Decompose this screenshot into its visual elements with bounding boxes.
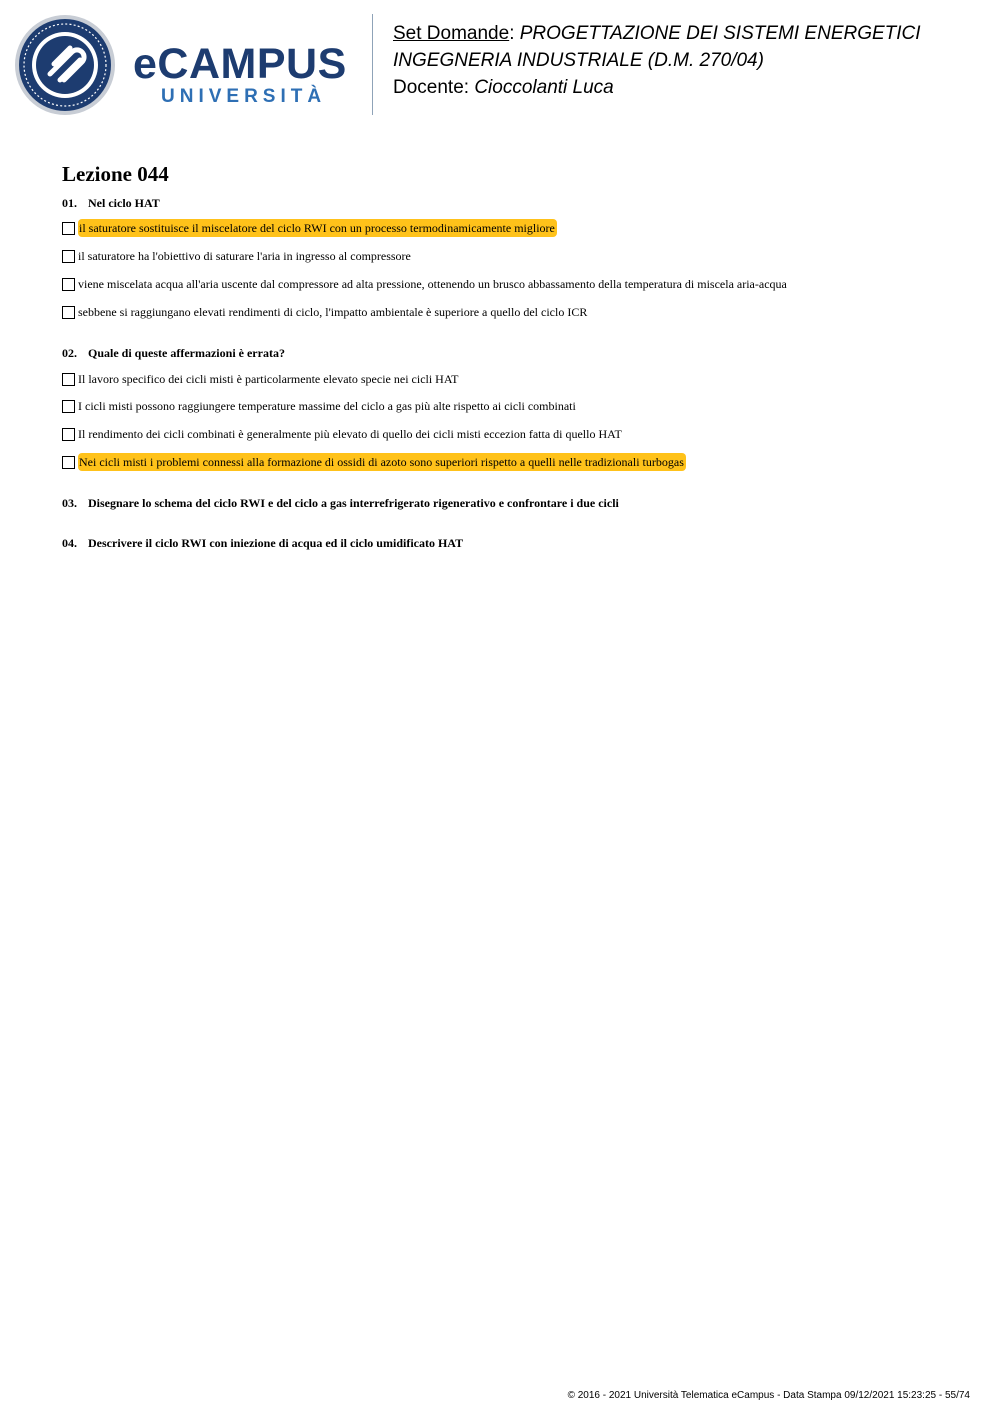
answer-checkbox[interactable] <box>62 428 75 441</box>
answer-option[interactable] <box>62 397 962 415</box>
ecampus-wordmark <box>133 40 355 110</box>
brand-name: eCAMPUS <box>133 40 347 88</box>
teacher-line <box>393 74 993 101</box>
answer-option[interactable] <box>62 219 962 237</box>
set-separator: : <box>509 23 515 44</box>
answer-option[interactable] <box>62 247 962 265</box>
answer-text: Il lavoro specifico dei cicli misti è particolarmente elevato specie nei cicli HAT <box>78 372 459 386</box>
question-title <box>62 534 962 552</box>
question-text: Quale di queste affermazioni è errata? <box>88 346 285 360</box>
set-line <box>393 20 993 47</box>
answer-option[interactable] <box>62 370 962 388</box>
question-number: 02. <box>62 346 77 360</box>
question-text: Descrivere il ciclo RWI con iniezione di acqua ed il ciclo umidificato HAT <box>88 536 464 550</box>
answer-checkbox[interactable] <box>62 306 75 319</box>
answer-checkbox[interactable] <box>62 400 75 413</box>
set-label: Set Domande <box>393 23 510 44</box>
answer-option[interactable] <box>62 425 962 443</box>
question-number: 01. <box>62 196 77 210</box>
question-text: Disegnare lo schema del ciclo RWI e del ciclo a gas interrefrigerato rigenerativo e confrontare i due cicli <box>88 496 619 510</box>
course-title-1: PROGETTAZIONE DEI SISTEMI ENERGETICI <box>519 23 921 44</box>
brand-subtitle: UNIVERSITÀ <box>161 86 327 107</box>
answer-checkbox[interactable] <box>62 222 75 235</box>
teacher-name: Cioccolanti Luca <box>474 77 614 98</box>
course-title-2: INGEGNERIA INDUSTRIALE (D.M. 270/04) <box>393 50 764 71</box>
answer-text: sebbene si raggiungano elevati rendimenti di ciclo, l'impatto ambientale è superiore a quello del ciclo ICR <box>78 305 588 319</box>
lesson-title: Lezione 044 <box>62 162 169 186</box>
page-footer: © 2016 - 2021 Università Telematica eCampus - Data Stampa 09/12/2021 15:23:25 - 55/74 <box>567 1390 970 1401</box>
answer-text: I cicli misti possono raggiungere temperature massime del ciclo a gas più alte rispetto ai cicli combinati <box>78 399 576 413</box>
answer-text: il saturatore sostituisce il miscelatore del ciclo RWI con un processo termodinamicamente migliore <box>79 221 555 235</box>
answer-checkbox[interactable] <box>62 373 75 386</box>
answer-text: il saturatore ha l'obiettivo di saturare l'aria in ingresso al compressore <box>78 249 411 263</box>
answer-option[interactable] <box>62 275 962 293</box>
page-header <box>0 0 1000 130</box>
answer-checkbox[interactable] <box>62 250 75 263</box>
answer-checkbox[interactable] <box>62 456 75 469</box>
answer-option[interactable] <box>62 303 962 321</box>
answer-option[interactable] <box>62 453 962 471</box>
question-title <box>62 344 962 362</box>
question-number: 03. <box>62 496 77 510</box>
header-info <box>393 20 993 101</box>
header-divider <box>372 14 373 115</box>
question-title <box>62 494 962 512</box>
answer-text: viene miscelata acqua all'aria uscente dal compressore ad alta pressione, ottenendo un brusco abbassamento della temperatura di miscela aria-acqua <box>78 277 787 291</box>
answer-text: Il rendimento dei cicli combinati è generalmente più elevato di quello dei cicli misti eccezion fatta di quello HAT <box>78 427 622 441</box>
question-title <box>62 194 962 212</box>
lesson-content <box>62 160 962 552</box>
question-text: Nel ciclo HAT <box>88 196 160 210</box>
teacher-label: Docente: <box>393 77 470 98</box>
answer-checkbox[interactable] <box>62 278 75 291</box>
answer-text: Nei cicli misti i problemi connessi alla formazione di ossidi di azoto sono superiori rispetto a quelli nelle tradizionali turbogas <box>79 455 684 469</box>
question-number: 04. <box>62 536 77 550</box>
ecampus-seal-logo <box>14 14 116 116</box>
